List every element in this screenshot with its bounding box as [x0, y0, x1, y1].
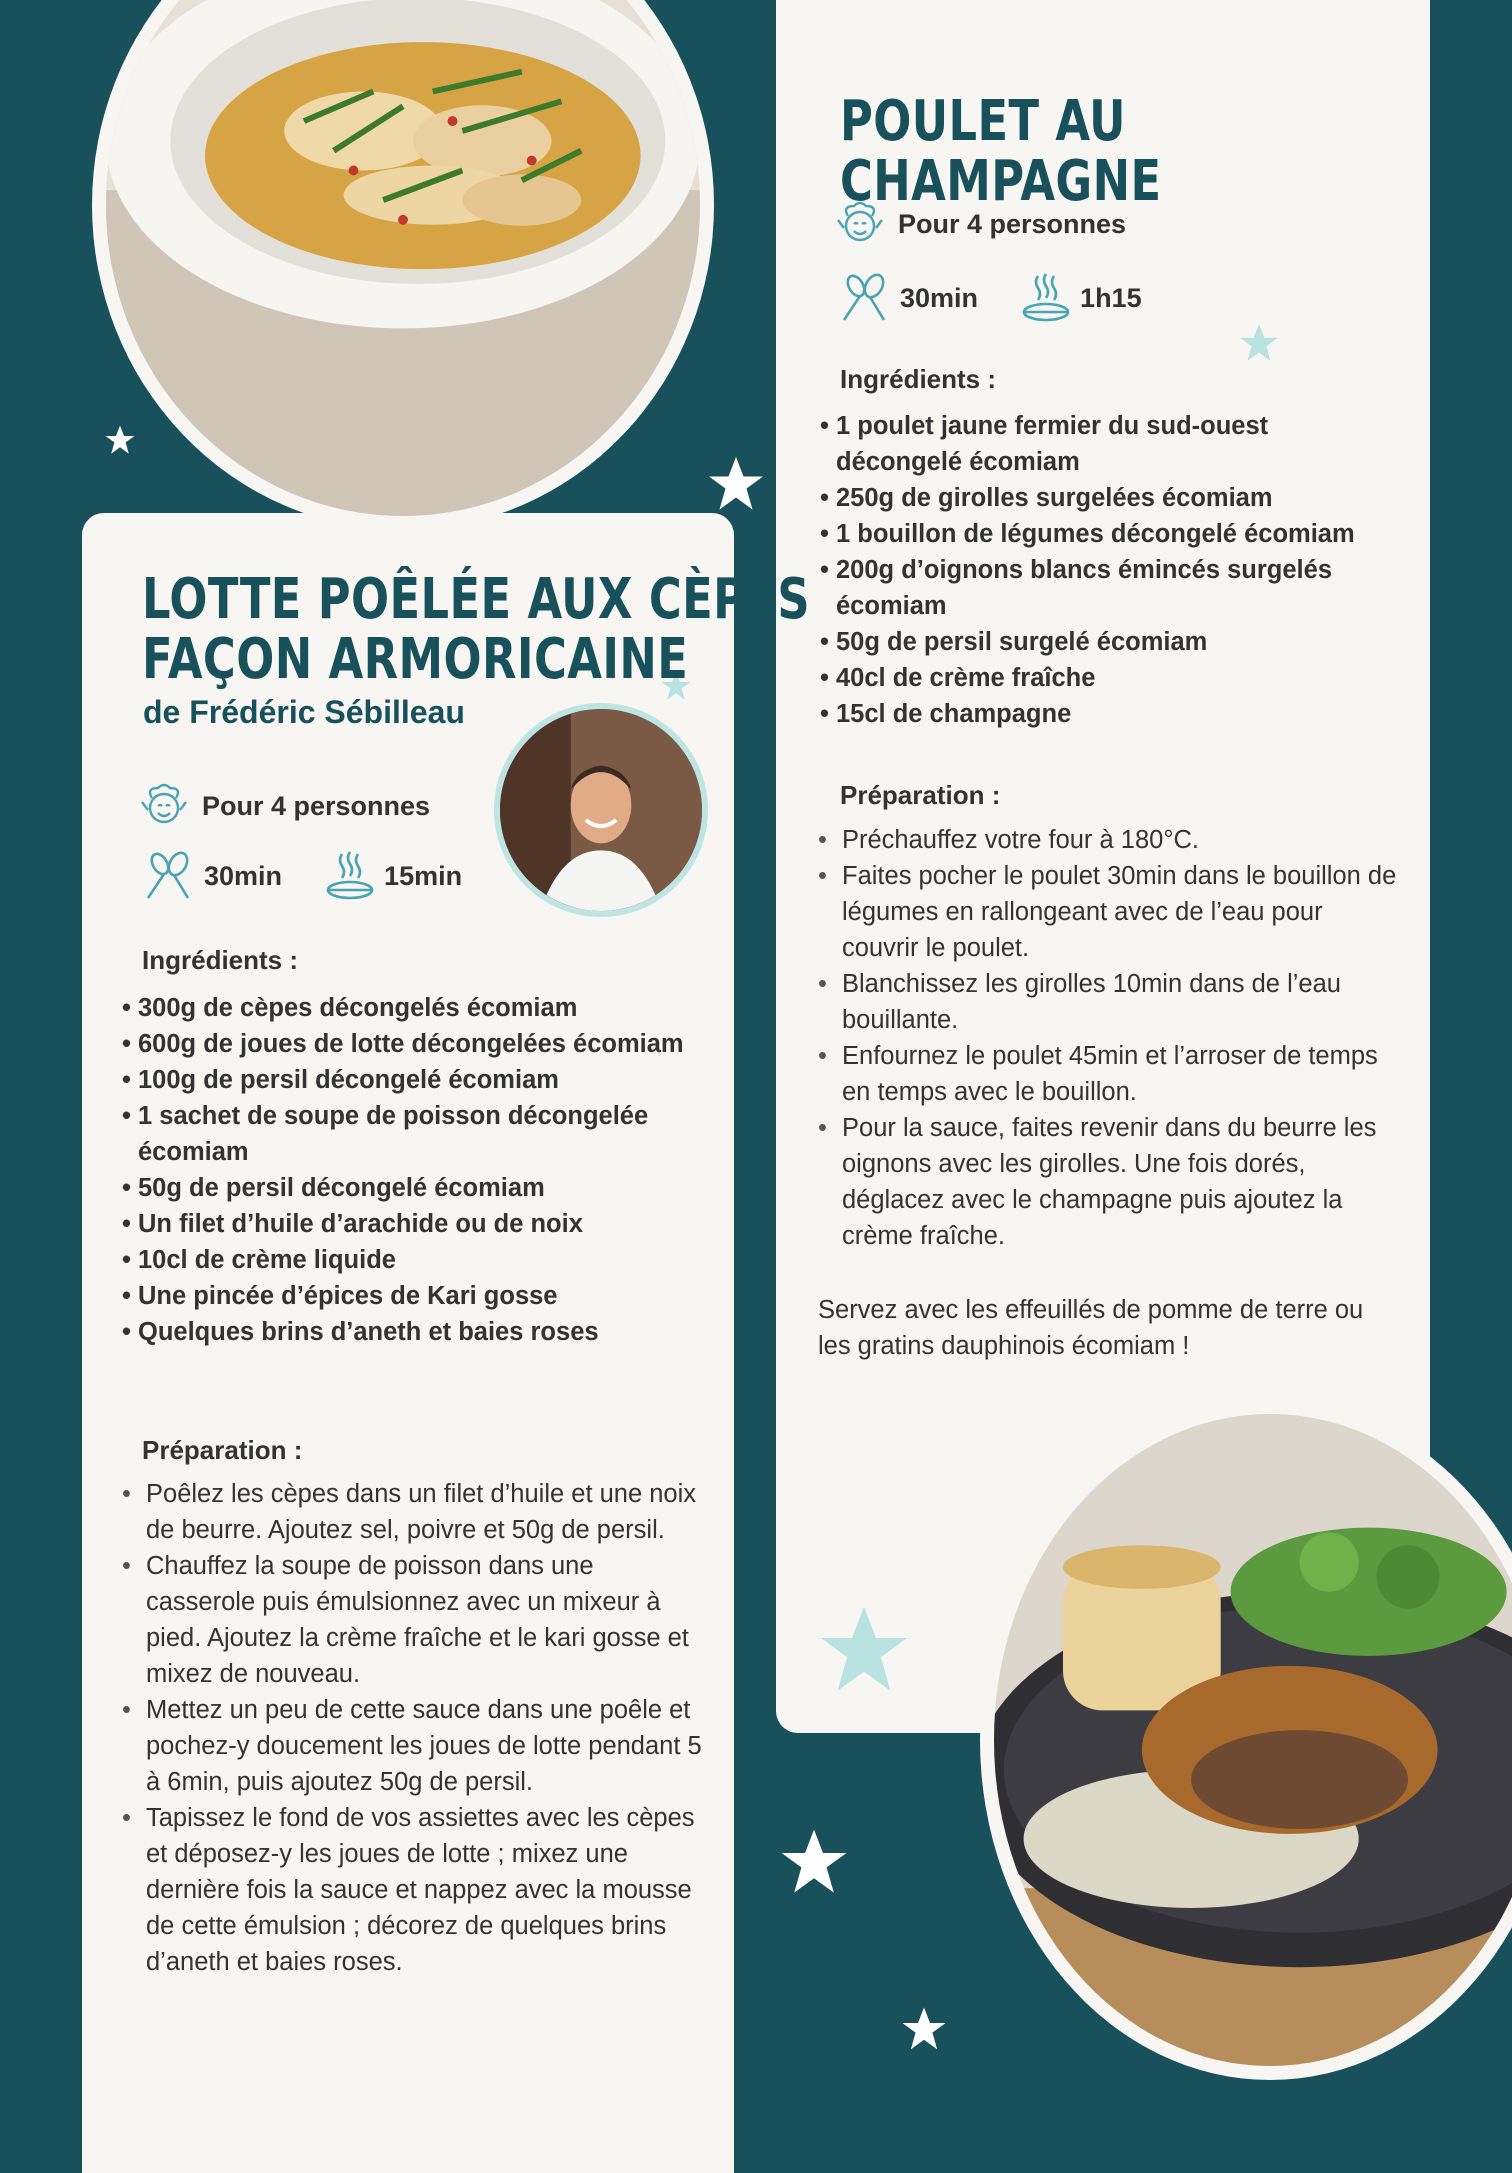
star-icon [900, 2005, 948, 2053]
avatar [500, 709, 702, 911]
whisk-spoon-icon [838, 272, 890, 324]
ingredients-label: Ingrédients : [142, 945, 299, 975]
star-icon [778, 1826, 850, 1898]
smiling-chef-icon [138, 782, 190, 830]
title-line: LOTTE POÊLÉE AUX CÈPES [142, 567, 811, 632]
dish-image [106, 0, 700, 516]
list-item: • Enfournez le poulet 45min et l’arroser de temps en temps avec le bouillon. [818, 1038, 1398, 1110]
list-item: • 1 poulet jaune fermier du sud-ouest décongelé écomiam [820, 408, 1400, 480]
list-item: • Blanchissez les girolles 10min dans de l’eau bouillante. [818, 966, 1398, 1038]
list-item: • Poêlez les cèpes dans un filet d’huile et une noix de beurre. Ajoutez sel, poivre et 50g de persil. [122, 1476, 702, 1548]
list-item: • Faites pocher le poulet 30min dans le bouillon de légumes en rallongeant avec de l’eau pour couvrir le poulet. [818, 858, 1398, 966]
time-row [838, 272, 1142, 324]
ingredient-list [820, 408, 1400, 732]
smiling-chef-icon [834, 200, 886, 248]
recipe-title [142, 567, 811, 692]
star-icon [1238, 322, 1280, 364]
preparation-steps [818, 822, 1398, 1254]
preparation-label: Préparation : [840, 780, 1001, 810]
prep-time: 30min [900, 282, 979, 313]
list-item: • 1 bouillon de légumes décongelé écomiam [820, 516, 1400, 552]
list-item: • 50g de persil surgelé écomiam [820, 624, 1400, 660]
servings-row [834, 200, 1126, 248]
servings-text: Pour 4 personnes [202, 790, 431, 821]
star-icon [104, 424, 136, 456]
list-item: • Pour la sauce, faites revenir dans du beurre les oignons avec les girolles. Une fois dorés, déglacez avec le champagne puis ajoutez la crème fraîche. [818, 1110, 1398, 1254]
star-icon [816, 1602, 912, 1698]
list-item: • 300g de cèpes décongelés écomiam [122, 990, 692, 1026]
cook-time: 15min [384, 860, 463, 891]
list-item: • 600g de joues de lotte décongelées écomiam [122, 1026, 692, 1062]
steaming-pan-icon [1018, 272, 1074, 324]
list-item: • Tapissez le fond de vos assiettes avec les cèpes et déposez-y les joues de lotte ; mixez une dernière fois la sauce et nappez avec la mousse de cette émulsion ; décorez de quelques brins d’aneth et baies roses. [122, 1800, 702, 1980]
list-item: • 15cl de champagne [820, 696, 1400, 732]
list-item: • 100g de persil décongelé écomiam [122, 1062, 692, 1098]
list-item: • 50g de persil décongelé écomiam [122, 1170, 692, 1206]
title-line: FAÇON ARMORICAINE [142, 627, 689, 692]
list-item: • 1 sachet de soupe de poisson décongelée écomiam [122, 1098, 692, 1170]
ingredient-list [122, 990, 692, 1350]
recipe-author: de Frédéric Sébilleau [143, 694, 465, 730]
dish-photo-lotte [92, 0, 714, 530]
list-item: • 200g d’oignons blancs émincés surgelés écomiam [820, 552, 1400, 624]
list-item: • Mettez un peu de cette sauce dans une poêle et pochez-y doucement les joues de lotte pendant 5 à 6min, puis ajoutez 50g de persil. [122, 1692, 702, 1800]
whisk-spoon-icon [142, 850, 194, 902]
serving-suggestion: Servez avec les effeuillés de pomme de terre ou les gratins dauphinois écomiam ! [818, 1296, 1364, 1360]
list-item: • 250g de girolles surgelées écomiam [820, 480, 1400, 516]
servings-row [138, 782, 430, 830]
preparation-label: Préparation : [142, 1435, 303, 1465]
dish-image [994, 1414, 1512, 2066]
cook-time: 1h15 [1080, 282, 1142, 313]
prep-time: 30min [204, 860, 283, 891]
list-item: • Préchauffez votre four à 180°C. [818, 822, 1398, 858]
preparation-steps [122, 1476, 702, 1980]
steaming-pan-icon [322, 850, 378, 902]
list-item: • Quelques brins d’aneth et baies roses [122, 1314, 692, 1350]
star-icon [706, 454, 766, 514]
recipe-title: POULET AU CHAMPAGNE [840, 89, 1162, 214]
list-item: • 10cl de crème liquide [122, 1242, 692, 1278]
list-item: • Un filet d’huile d’arachide ou de noix [122, 1206, 692, 1242]
time-row [142, 850, 462, 902]
servings-text: Pour 4 personnes [898, 208, 1127, 239]
ingredients-label: Ingrédients : [840, 364, 997, 394]
list-item: • Chauffez la soupe de poisson dans une casserole puis émulsionnez avec un mixeur à pied. Ajoutez la crème fraîche et le kari gosse et mixez de nouveau. [122, 1548, 702, 1692]
chef-portrait [494, 703, 708, 917]
list-item: • 40cl de crème fraîche [820, 660, 1400, 696]
list-item: • Une pincée d’épices de Kari gosse [122, 1278, 692, 1314]
